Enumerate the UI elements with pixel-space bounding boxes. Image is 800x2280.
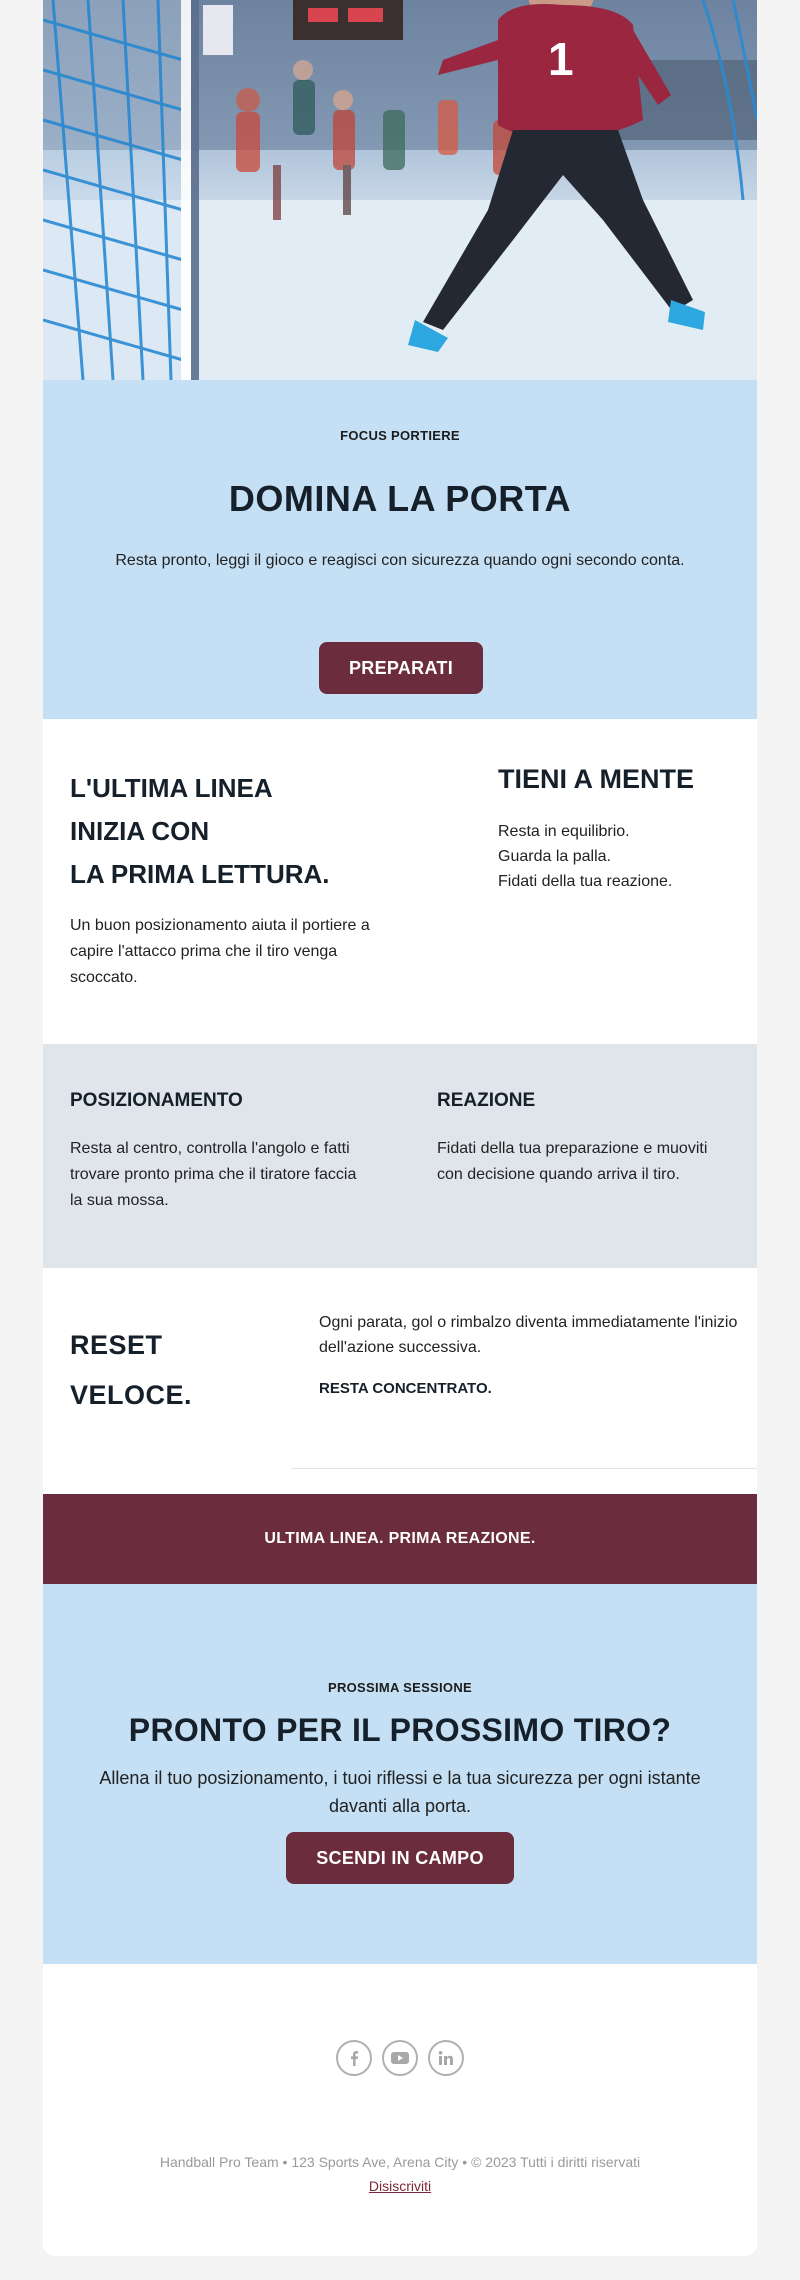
intro-section bbox=[43, 719, 757, 1044]
hero-illustration bbox=[43, 0, 757, 380]
reset-section bbox=[43, 1268, 757, 1494]
linkedin-icon[interactable] bbox=[428, 2040, 464, 2076]
email-container bbox=[43, 0, 757, 2256]
intro-body: Un buon posizionamento aiuta il portiere a capire l'attacco prima che il tiro venga scoccato. bbox=[70, 917, 370, 986]
features-section bbox=[43, 1044, 757, 1268]
side-list bbox=[498, 819, 738, 894]
side-list-item: Resta in equilibrio. bbox=[498, 823, 630, 840]
side-title: TIENI A MENTE bbox=[498, 764, 695, 794]
cta-body: Allena il tuo posizionamento, i tuoi riflessi e la tua sicurezza per ogni istante davanti alla porta. bbox=[99, 1768, 701, 1816]
reset-title: RESET VELOCE. bbox=[70, 1330, 193, 1410]
cta-section bbox=[43, 1584, 757, 1964]
feature-body: Fidati della tua preparazione e muoviti con decisione quando arriva il tiro. bbox=[437, 1140, 708, 1183]
facebook-icon[interactable] bbox=[336, 2040, 372, 2076]
enter-field-button[interactable]: SCENDI IN CAMPO bbox=[286, 1832, 514, 1884]
side-list-item: Fidati della tua reazione. bbox=[498, 873, 673, 890]
svg-text:1: 1 bbox=[548, 33, 574, 85]
feature-positioning bbox=[70, 1090, 370, 1214]
footer bbox=[43, 1964, 757, 2256]
tagline-banner: ULTIMA LINEA. PRIMA REAZIONE. bbox=[43, 1494, 757, 1584]
unsubscribe-link[interactable]: Disiscriviti bbox=[368, 2178, 432, 2194]
feature-reaction bbox=[437, 1090, 737, 1188]
hero-title: DOMINA LA PORTA bbox=[228, 478, 572, 519]
cta-eyebrow: PROSSIMA SESSIONE bbox=[327, 1680, 473, 1695]
hero-eyebrow: FOCUS PORTIERE bbox=[340, 428, 460, 443]
side-list-item: Guarda la palla. bbox=[498, 848, 611, 865]
prepare-button[interactable]: PREPARATI bbox=[319, 642, 483, 694]
social-links bbox=[43, 2040, 757, 2076]
reset-body: Ogni parata, gol o rimbalzo diventa immediatamente l'inizio dell'azione successiva. bbox=[319, 1314, 738, 1356]
feature-title: POSIZIONAMENTO bbox=[70, 1090, 243, 1111]
hero-section bbox=[43, 380, 757, 719]
youtube-icon[interactable] bbox=[382, 2040, 418, 2076]
reset-callout: RESTA CONCENTRATO. bbox=[319, 1380, 492, 1397]
hero-image bbox=[43, 0, 757, 380]
footer-address: Handball Pro Team • 123 Sports Ave, Arena City • © 2023 Tutti i diritti riservati bbox=[159, 2154, 641, 2170]
cta-title: PRONTO PER IL PROSSIMO TIRO? bbox=[128, 1712, 672, 1748]
intro-title: L'ULTIMA LINEA INIZIA CON LA PRIMA LETTURA. bbox=[70, 773, 330, 889]
feature-title: REAZIONE bbox=[437, 1090, 536, 1111]
feature-body: Resta al centro, controlla l'angolo e fatti trovare pronto prima che il tiratore faccia la sua mossa. bbox=[70, 1140, 357, 1209]
hero-subtitle: Resta pronto, leggi il gioco e reagisci con sicurezza quando ogni secondo conta. bbox=[115, 552, 685, 569]
divider bbox=[291, 1468, 757, 1469]
